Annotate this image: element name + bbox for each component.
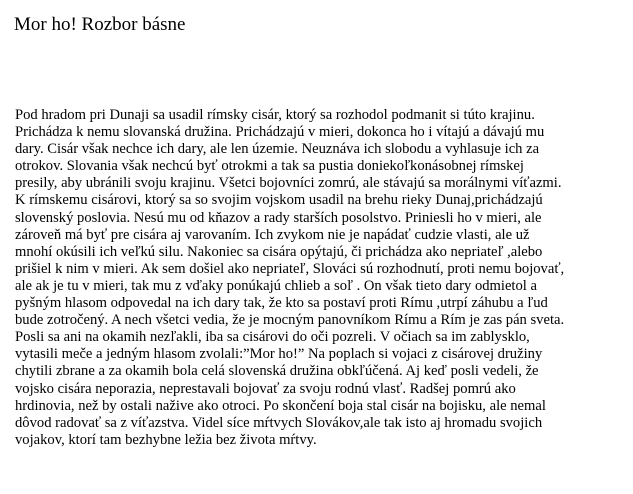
- text-line: slovenský poslovia. Nesú mu od kňazov a rady starších posolstvo. Priniesli ho v mieri, ale: [15, 209, 542, 226]
- text-line: Prichádza k nemu slovanská družina. Prichádzajú v mieri, dokonca ho i vítajú a dávajú mu: [15, 124, 545, 141]
- text-line: bude zotročený. A nech všetci vedia, že je mocným panovníkom Rímu a Rím je zas pán sveta.: [15, 312, 565, 329]
- text-line: ale ak je tu v mieri, tak mu z vďaky ponúkajú chlieb a soľ . On však tieto dary odmietol a: [15, 277, 537, 294]
- text-line: zároveň má byť pre cisára aj varovaním. Ich zvykom nie je napádať cudzie vlasti, ale už: [15, 226, 530, 243]
- text-line: vojakov, ktorí tam bezhybne ležia bez života mŕtvy.: [15, 431, 317, 448]
- text-line: Pod hradom pri Dunaji sa usadil rímsky cisár, ktorý sa rozhodol podmanit si túto krajinu.: [15, 107, 535, 123]
- text-line: hrdinovia, než by ostali nažive ako otroci. Po skončení boja stal cisár na bojisku, ale nemal: [15, 397, 546, 414]
- text-line: pyšným hlasom odpovedal na ich dary tak, že kto sa postaví proti Rímu ,utrpí záhubu a ľud: [15, 295, 548, 312]
- text-line: prišiel k nim v mieri. Ak sem došiel ako nepriateľ, Slováci sú rozhodnutí, proti nemu bojovať,: [15, 260, 565, 277]
- text-line: chytili zbrane a za okamih bola celá slovenská družina obkľúčená. Aj keď posli vedeli, že: [15, 363, 539, 380]
- text-line: mnohí okúsili ich veľkú silu. Nakoniec sa cisára opýtajú, či prichádza ako nepriateľ ,alebo: [15, 243, 543, 260]
- page-title: Mor ho! Rozbor básne: [14, 14, 186, 35]
- body-paragraph: [15, 107, 615, 449]
- text-line: vojsko cisára neporazia, neprestavali bojovať za svoju rodnú vlasť. Radšej pomrú ako: [15, 380, 516, 397]
- text-line: K rímskemu cisárovi, ktorý sa so svojim vojskom usadil na brehu rieky Dunaj,prichádzajú: [15, 192, 543, 209]
- text-line: vytasili meče a jedným hlasom zvolali:”Mor ho!” Na poplach si vojaci z cisárovej družiny: [15, 346, 543, 363]
- text-line: otrokov. Slovania však nechcú byť otrokmi a tak sa pustia doniekoľkonásobnej rímskej: [15, 158, 524, 175]
- text-line: dôvod radovať sa z víťazstva. Videl síce mŕtvych Slovákov,ale tak isto aj hromadu svojich: [15, 414, 543, 431]
- text-line: presily, aby ubránili svoju krajinu. Všetci bojovníci zomrú, ale stávajú sa morálnymi víťazmi.: [15, 175, 562, 192]
- text-line: Posli sa ani na okamih nezľakli, iba sa cisárovi do oči pozreli. V očiach sa im zablysklo,: [15, 329, 530, 346]
- text-line: dary. Cisár však nechce ich dary, ale len územie. Neuznáva ich slobodu a vyhlasuje ich za: [15, 141, 540, 158]
